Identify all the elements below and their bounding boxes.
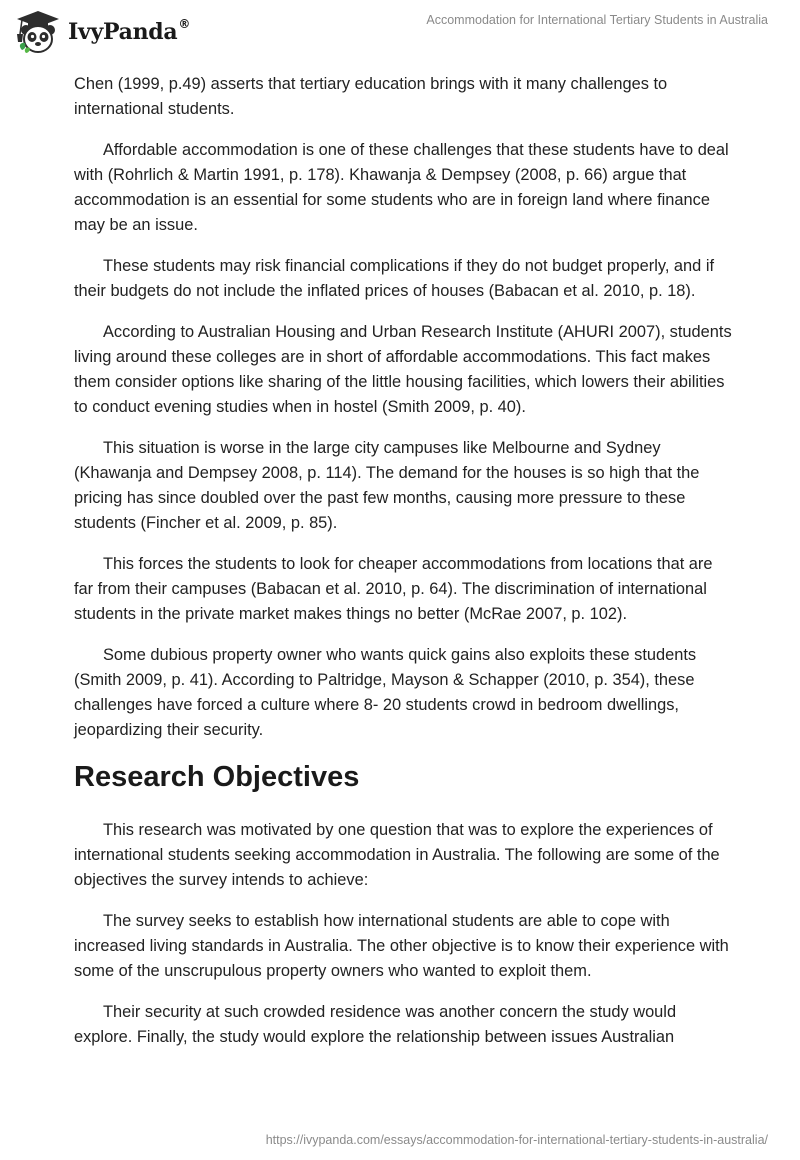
registered-mark: ® (178, 17, 191, 31)
paragraph: The survey seeks to establish how international students are able to cope with increased living standards in Australia. The other objective is to know their experience with some of the unscrupulous property owners who wanted to exploit them. (74, 912, 729, 980)
document-title: Accommodation for International Tertiary Students in Australia (426, 13, 768, 27)
paragraph: This research was motivated by one question that was to explore the experiences of international students seeking accommodation in Australia. The following are some of the objectives the survey intends to achieve: (74, 821, 720, 889)
source-url[interactable]: https://ivypanda.com/essays/accommodation-for-international-tertiary-students-in-australia/ (265, 1133, 768, 1147)
essay-body (74, 72, 734, 1066)
section-heading: Research Objectives (74, 761, 360, 793)
paragraph: Their security at such crowded residence was another concern the study would explore. Finally, the study would explore the relationship between issues Australian (74, 1003, 677, 1046)
paragraph: This situation is worse in the large city campuses like Melbourne and Sydney (Khawanja and Dempsey 2008, p. 114). The demand for the houses is so high that the pricing has since doubled over the past few months, causing more pressure to these students (Fincher et al. 2009, p. 85). (74, 439, 700, 532)
paragraph: Affordable accommodation is one of these challenges that these students have to deal with (Rohrlich & Martin 1991, p. 178). Khawanja & Dempsey (2008, p. 66) argue that accommodation is an essential for some students who are in foreign land where finance may be an issue. (74, 141, 729, 234)
paragraph: These students may risk financial complications if they do not budget properly, and if their budgets do not include the inflated prices of houses (Babacan et al. 2010, p. 18). (74, 257, 715, 300)
paragraph: This forces the students to look for cheaper accommodations from locations that are far from their campuses (Babacan et al. 2010, p. 64). The discrimination of international students in the private market makes things no better (McRae 2007, p. 102). (74, 555, 713, 623)
ivypanda-logo[interactable] (14, 8, 190, 56)
brand-name: IvyPanda® (68, 17, 191, 45)
panda-graduation-cap-icon (14, 8, 62, 56)
paragraph: Chen (1999, p.49) asserts that tertiary education brings with it many challenges to international students. (74, 75, 668, 118)
paragraph: Some dubious property owner who wants quick gains also exploits these students (Smith 2009, p. 41). According to Paltridge, Mayson & Schapper (2010, p. 354), these challenges have forced a culture where 8- 20 students crowd in bedroom dwellings, jeopardizing their security. (74, 646, 697, 739)
page-header (0, 0, 800, 70)
paragraph: According to Australian Housing and Urban Research Institute (AHURI 2007), students living around these colleges are in short of affordable accommodations. This fact makes them consider options like sharing of the little housing facilities, which lowers their abilities to conduct evening studies when in hostel (Smith 2009, p. 40). (74, 323, 732, 416)
